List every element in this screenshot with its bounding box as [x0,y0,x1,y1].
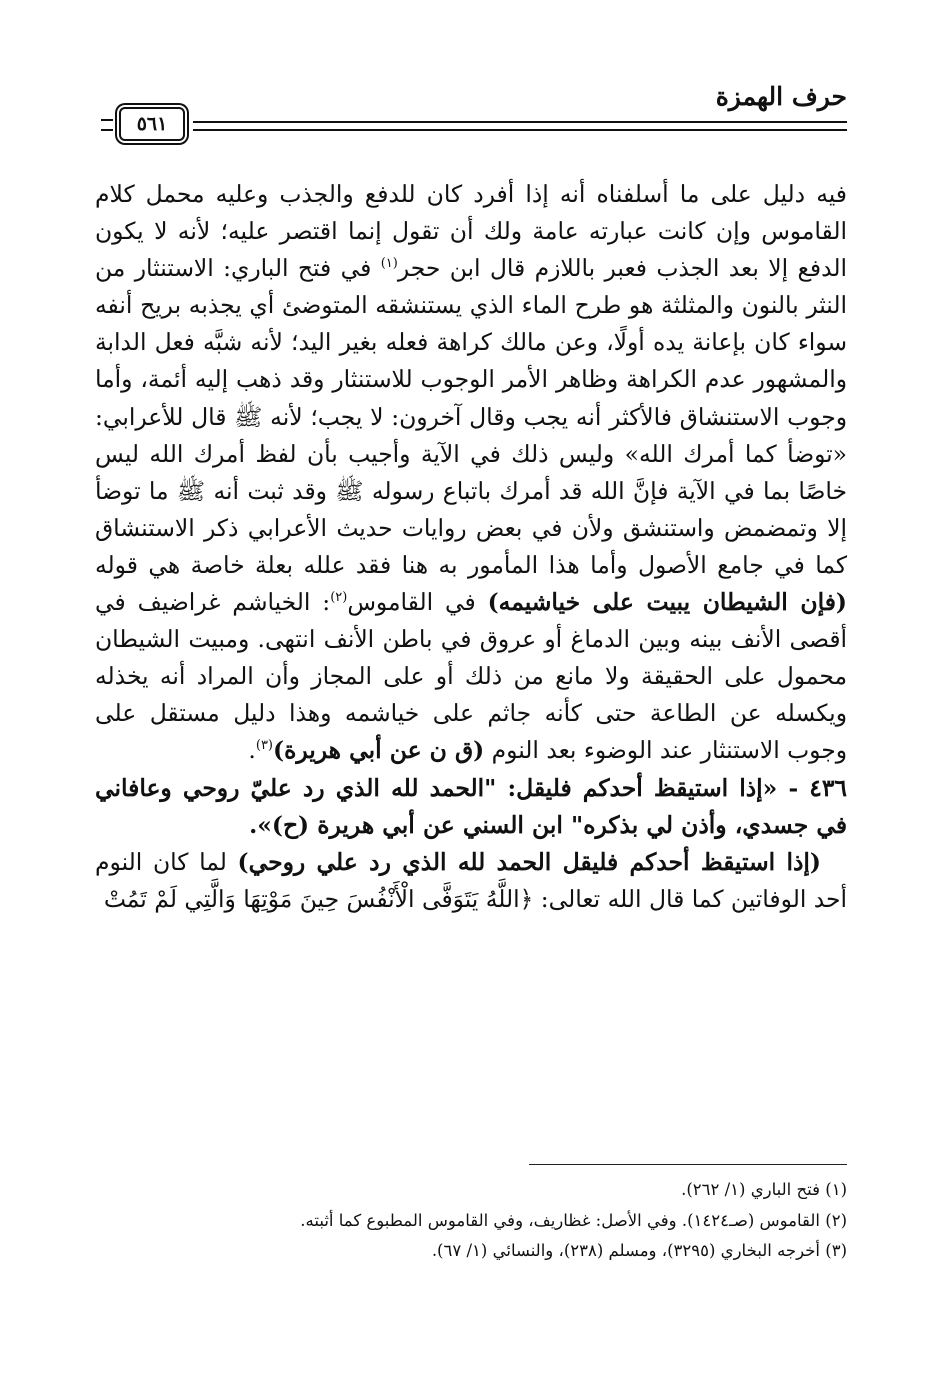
text-segment: . [248,736,256,765]
text-segment: فيه دليل على ما أسلفناه أنه إذا أفرد كان للدفع والجذب وعليه محمل كلام القاموس وإن كانت عبارته عامة ولك أن تقول إنما اقتصر عليه؛ لأنه لا يكون الدفع إلا بعد الجذب فعبر باللازم قال ابن حجر [95,180,847,283]
page-header [95,70,847,158]
main-text [95,176,847,918]
header-ornament [95,113,847,143]
commentary-paragraph [95,176,847,770]
quoted-hadith-phrase: (إذا استيقظ أحدكم فليقل الحمد لله الذي رد علي روحي) [237,847,821,876]
text-segment: : الخياشم غراضيف في أقصى الأنف بينه وبين الدماغ أو عروق في باطن الأنف انتهى. ومبيت الشيطان محمول على الحقيقة ولا مانع من ذلك أو على المجاز وأن المراد أنه يخذله ويكسله عن الطاعة حتى كأنه جاثم على خياشمه وهذا دليل مستقل على وجوب الاستنثار عند الوضوء بعد النوم [95,588,847,765]
footnote-3: (٣) أخرجه البخاري (٣٢٩٥)، ومسلم (٢٣٨)، والنسائي (١/ ٦٧). [431,1241,847,1261]
chapter-title: حرف الهمزة [715,82,847,111]
page-number: ٥٦١ [119,107,185,141]
book-page [95,70,847,1330]
footnotes [95,1175,847,1267]
header-double-rule [193,121,847,131]
quoted-hadith-phrase: (فإن الشيطان يبيت على خياشيمه) [487,588,847,617]
footnote-ref-1: (١) [380,256,398,272]
text-segment: لما كان النوم أحد الوفاتين كما قال الله تعالى: ﴿اللَّهُ يَتَوَفَّى الْأَنْفُسَ حِينَ مَوْتِهَا وَالَّتِي لَمْ تَمُتْ [95,847,847,913]
header-end-mark [101,119,113,131]
hadith-entry: ٤٣٦ - «إذا استيقظ أحدكم فليقل: "الحمد لله الذي رد عليّ روحي وعافاني في جسدي، وأذن لي بذكره" ابن السني عن أبي هريرة (ح)». [95,773,847,839]
footnote-1: (١) فتح الباري (١/ ٢٦٢). [681,1180,847,1199]
footnote-ref-2: (٢) [330,590,348,606]
footnote-separator [529,1164,847,1165]
text-segment: في القاموس [347,588,488,617]
footnote-2: (٢) القاموس (صـ١٤٢٤). وفي الأصل: غظاريف، وفي القاموس المطبوع كما أثبته. [300,1210,847,1230]
hadith-source: (ق ن عن أبي هريرة) [273,736,485,765]
footnote-ref-3: (٣) [255,738,273,754]
commentary-paragraph [95,844,847,918]
text-segment: في فتح الباري: الاستنثار من النثر بالنون والمثلثة هو طرح الماء الذي يستنشقه المتوضئ أي يجذبه بريح أنفه سواء كان بإعانة يده أولًا، وعن مالك كراهة فعله بغير اليد؛ لأنه شبَّه فعل الدابة والمشهور عدم الكراهة وظاهر الأمر الوجوب للاستنثار وقد ذهب إليه أئمة، وأما وجوب الاستنشاق فالأكثر أنه يجب وقال آخرون: لا يجب؛ لأنه ﷺ قال للأعرابي: «توضأ كما أمرك الله» وليس ذلك في الآية وأجيب بأن لفظ أمرك الله ليس خاصًا بما في الآية فإنَّ الله قد أمرك باتباع رسوله ﷺ وقد ثبت أنه ﷺ ما توضأ إلا وتمضمض واستنشق ولأن في بعض روايات حديث الأعرابي ذكر الاستنشاق كما في جامع الأصول وأما هذا المأمور به هنا فقد علله بعلة خاصة هي قوله [95,254,847,579]
